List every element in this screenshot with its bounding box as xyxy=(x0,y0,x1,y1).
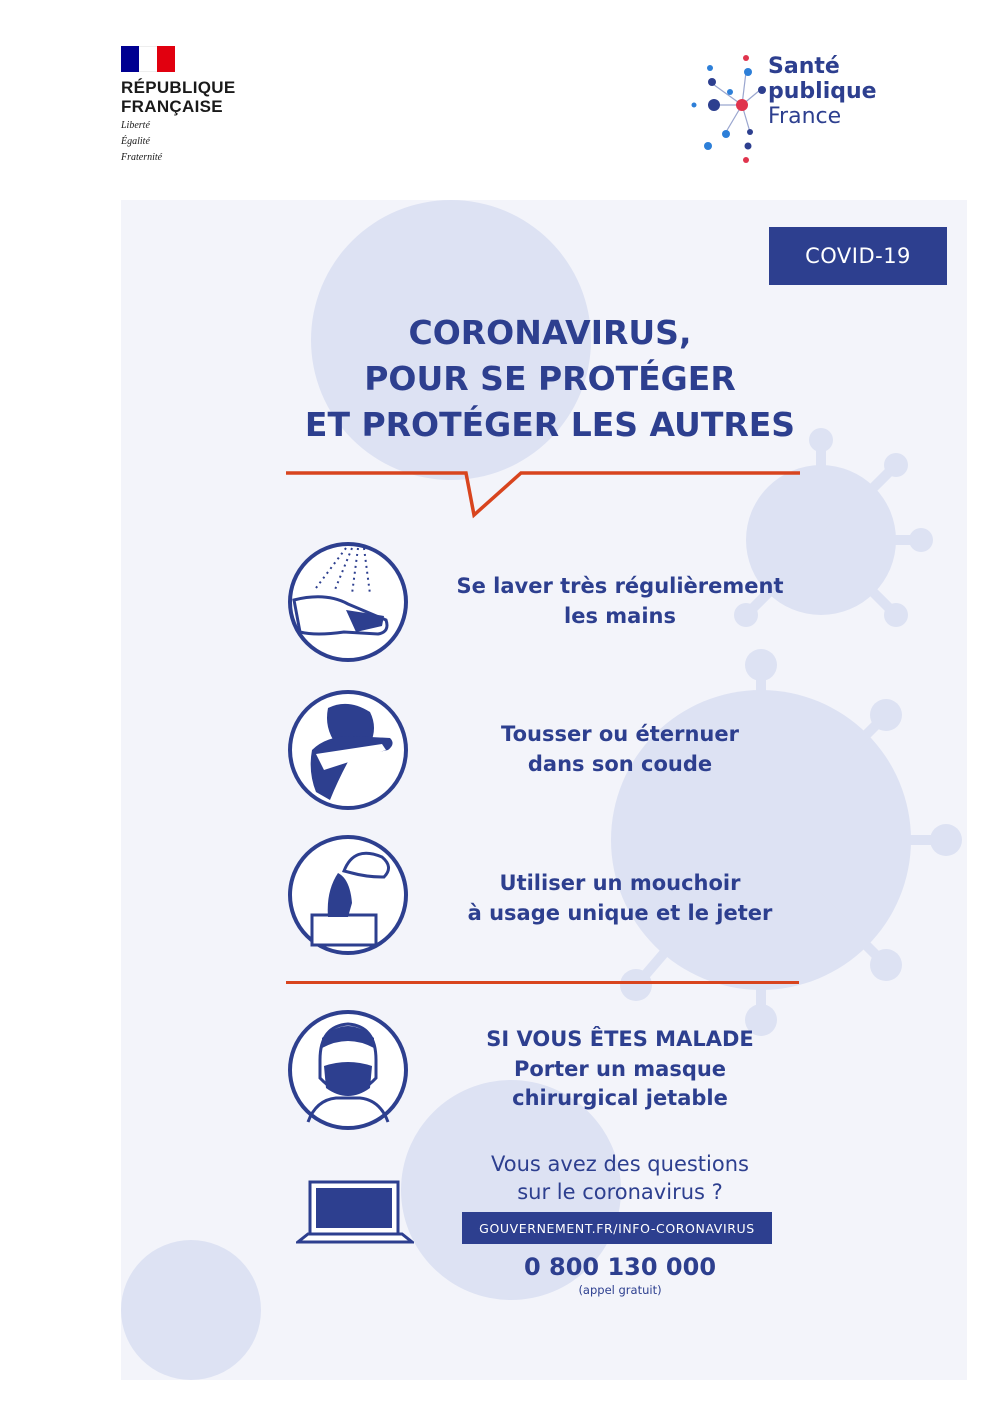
spf-line3: France xyxy=(768,104,842,129)
network-dots-icon xyxy=(686,52,768,167)
phone-note: (appel gratuit) xyxy=(578,1283,662,1297)
spf-line1: Santé xyxy=(768,54,840,79)
title-line2: POUR SE PROTÉGER xyxy=(364,359,736,398)
motto-fraternite: Fraternité xyxy=(121,152,163,163)
title-line1: CORONAVIRUS, xyxy=(408,313,692,352)
mask-icon xyxy=(286,1008,410,1132)
title-line3: ET PROTÉGER LES AUTRES xyxy=(304,405,796,444)
sick-heading: SI VOUS ÊTES MALADE xyxy=(486,1027,754,1051)
questions-text xyxy=(420,1150,820,1206)
gesture2-line2: dans son coude xyxy=(527,752,713,776)
sick-line1: Porter un masque xyxy=(513,1057,727,1081)
question-line1: Vous avez des questions xyxy=(491,1152,749,1176)
gesture1-line1: Se laver très régulièrement xyxy=(456,574,784,598)
handwash-icon xyxy=(286,540,410,664)
french-flag-icon xyxy=(121,46,175,72)
tissue-icon xyxy=(286,833,410,957)
spf-line2: publique xyxy=(768,79,877,104)
gesture-text-cough xyxy=(420,719,820,779)
motto-liberte: Liberté xyxy=(121,120,150,131)
gesture-text-handwash xyxy=(420,571,820,631)
question-line2: sur le coronavirus ? xyxy=(517,1180,723,1204)
gesture3-line1: Utiliser un mouchoir xyxy=(499,871,741,895)
motto-egalite: Égalité xyxy=(121,136,150,147)
sick-section xyxy=(420,1023,820,1113)
gesture3-line2: à usage unique et le jeter xyxy=(467,901,773,925)
sick-line2: chirurgical jetable xyxy=(512,1086,728,1110)
speech-bubble-divider xyxy=(286,465,806,525)
page-title xyxy=(200,310,900,448)
republique-francaise-logo xyxy=(121,46,271,164)
info-url-link[interactable]: GOUVERNEMENT.FR/INFO-CORONAVIRUS xyxy=(462,1212,772,1244)
republique-name-line1: RÉPUBLIQUE xyxy=(121,78,236,97)
sante-publique-france-logo xyxy=(686,52,906,172)
section-divider xyxy=(286,981,799,984)
gesture1-line2: les mains xyxy=(564,604,676,628)
covid-badge: COVID-19 xyxy=(769,227,947,285)
phone-number[interactable]: 0 800 130 000 xyxy=(523,1253,717,1281)
cough-elbow-icon xyxy=(286,688,410,812)
gesture2-line1: Tousser ou éternuer xyxy=(501,722,739,746)
laptop-icon xyxy=(296,1180,414,1244)
republique-name-line2: FRANÇAISE xyxy=(121,97,223,116)
gesture-text-tissue xyxy=(420,868,820,928)
